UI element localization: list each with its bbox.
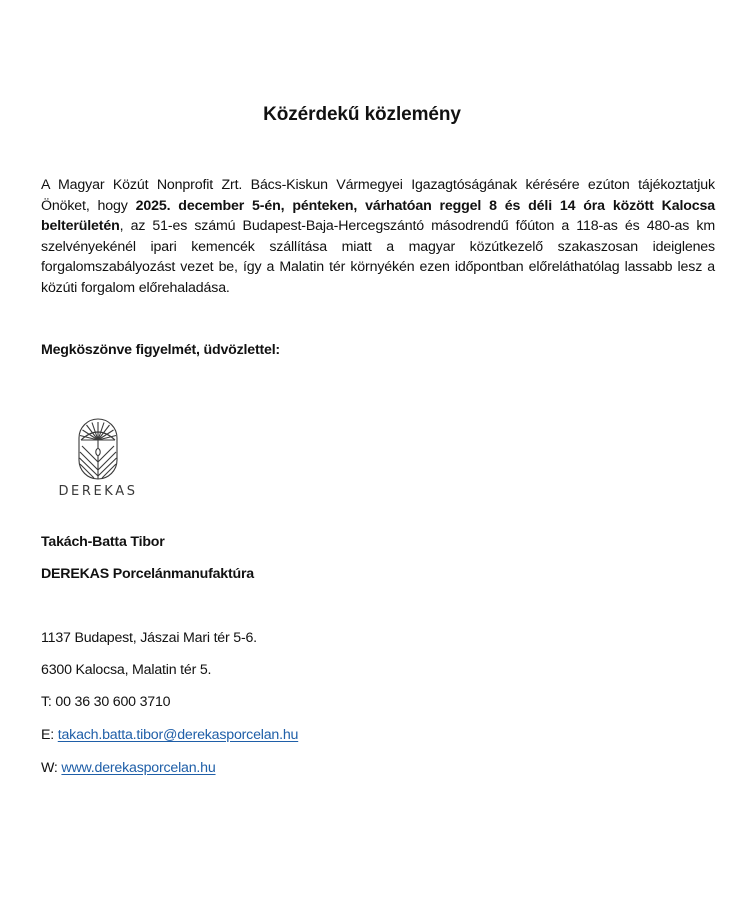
derekas-logo-icon	[58, 416, 138, 482]
address-budapest: 1137 Budapest, Jászai Mari tér 5-6.	[41, 630, 257, 646]
email-link[interactable]: takach.batta.tibor@derekasporcelan.hu	[57, 727, 299, 743]
web-line	[41, 760, 216, 776]
announcement-paragraph	[41, 175, 715, 299]
phone-label: T:	[41, 694, 56, 710]
paragraph-text-1: A Magyar Közút Nonprofit Zrt. Bács-Kiskun Vármegyei Igazagtóságának kérésére ezúton tájékoztatjuk Önöket, hogy	[41, 177, 715, 214]
phone-number: 00 36 30 600 3710	[55, 694, 171, 710]
paragraph-bold-date-location: 2025. december 5-én, pénteken, várhatóan reggel 8 és déli 14 óra között Kalocsa belterületén	[41, 197, 715, 235]
address-kalocsa: 6300 Kalocsa, Malatin tér 5.	[41, 662, 212, 678]
email-label: E:	[41, 727, 58, 743]
greeting: Megköszönve figyelmét, üdvözlettel:	[41, 342, 280, 358]
signature-company: DEREKAS Porcelánmanufaktúra	[41, 566, 254, 582]
paragraph-text-2: , az 51-es számú Budapest-Baja-Hercegszántó másodrendű főúton a 118-as és 480-as km szelvényekénél ipari kemencék szállítása miatt a magyar közútkezelő szakaszosan ideiglenes forgalomszabályozást vezet be, így a Malatin tér környékén ezen időpontban előreláthatólag lassabb lesz a közúti forgalom előrehaladása.	[41, 218, 715, 296]
logo-wordmark: DEREKAS	[58, 484, 138, 499]
phone-line	[41, 694, 170, 710]
email-line	[41, 727, 298, 743]
signature-name: Takách-Batta Tibor	[41, 534, 165, 550]
website-link[interactable]: www.derekasporcelan.hu	[61, 760, 216, 776]
web-label: W:	[41, 760, 62, 776]
document-title: Közérdekű közlemény	[263, 104, 461, 125]
derekas-logo	[58, 416, 138, 506]
